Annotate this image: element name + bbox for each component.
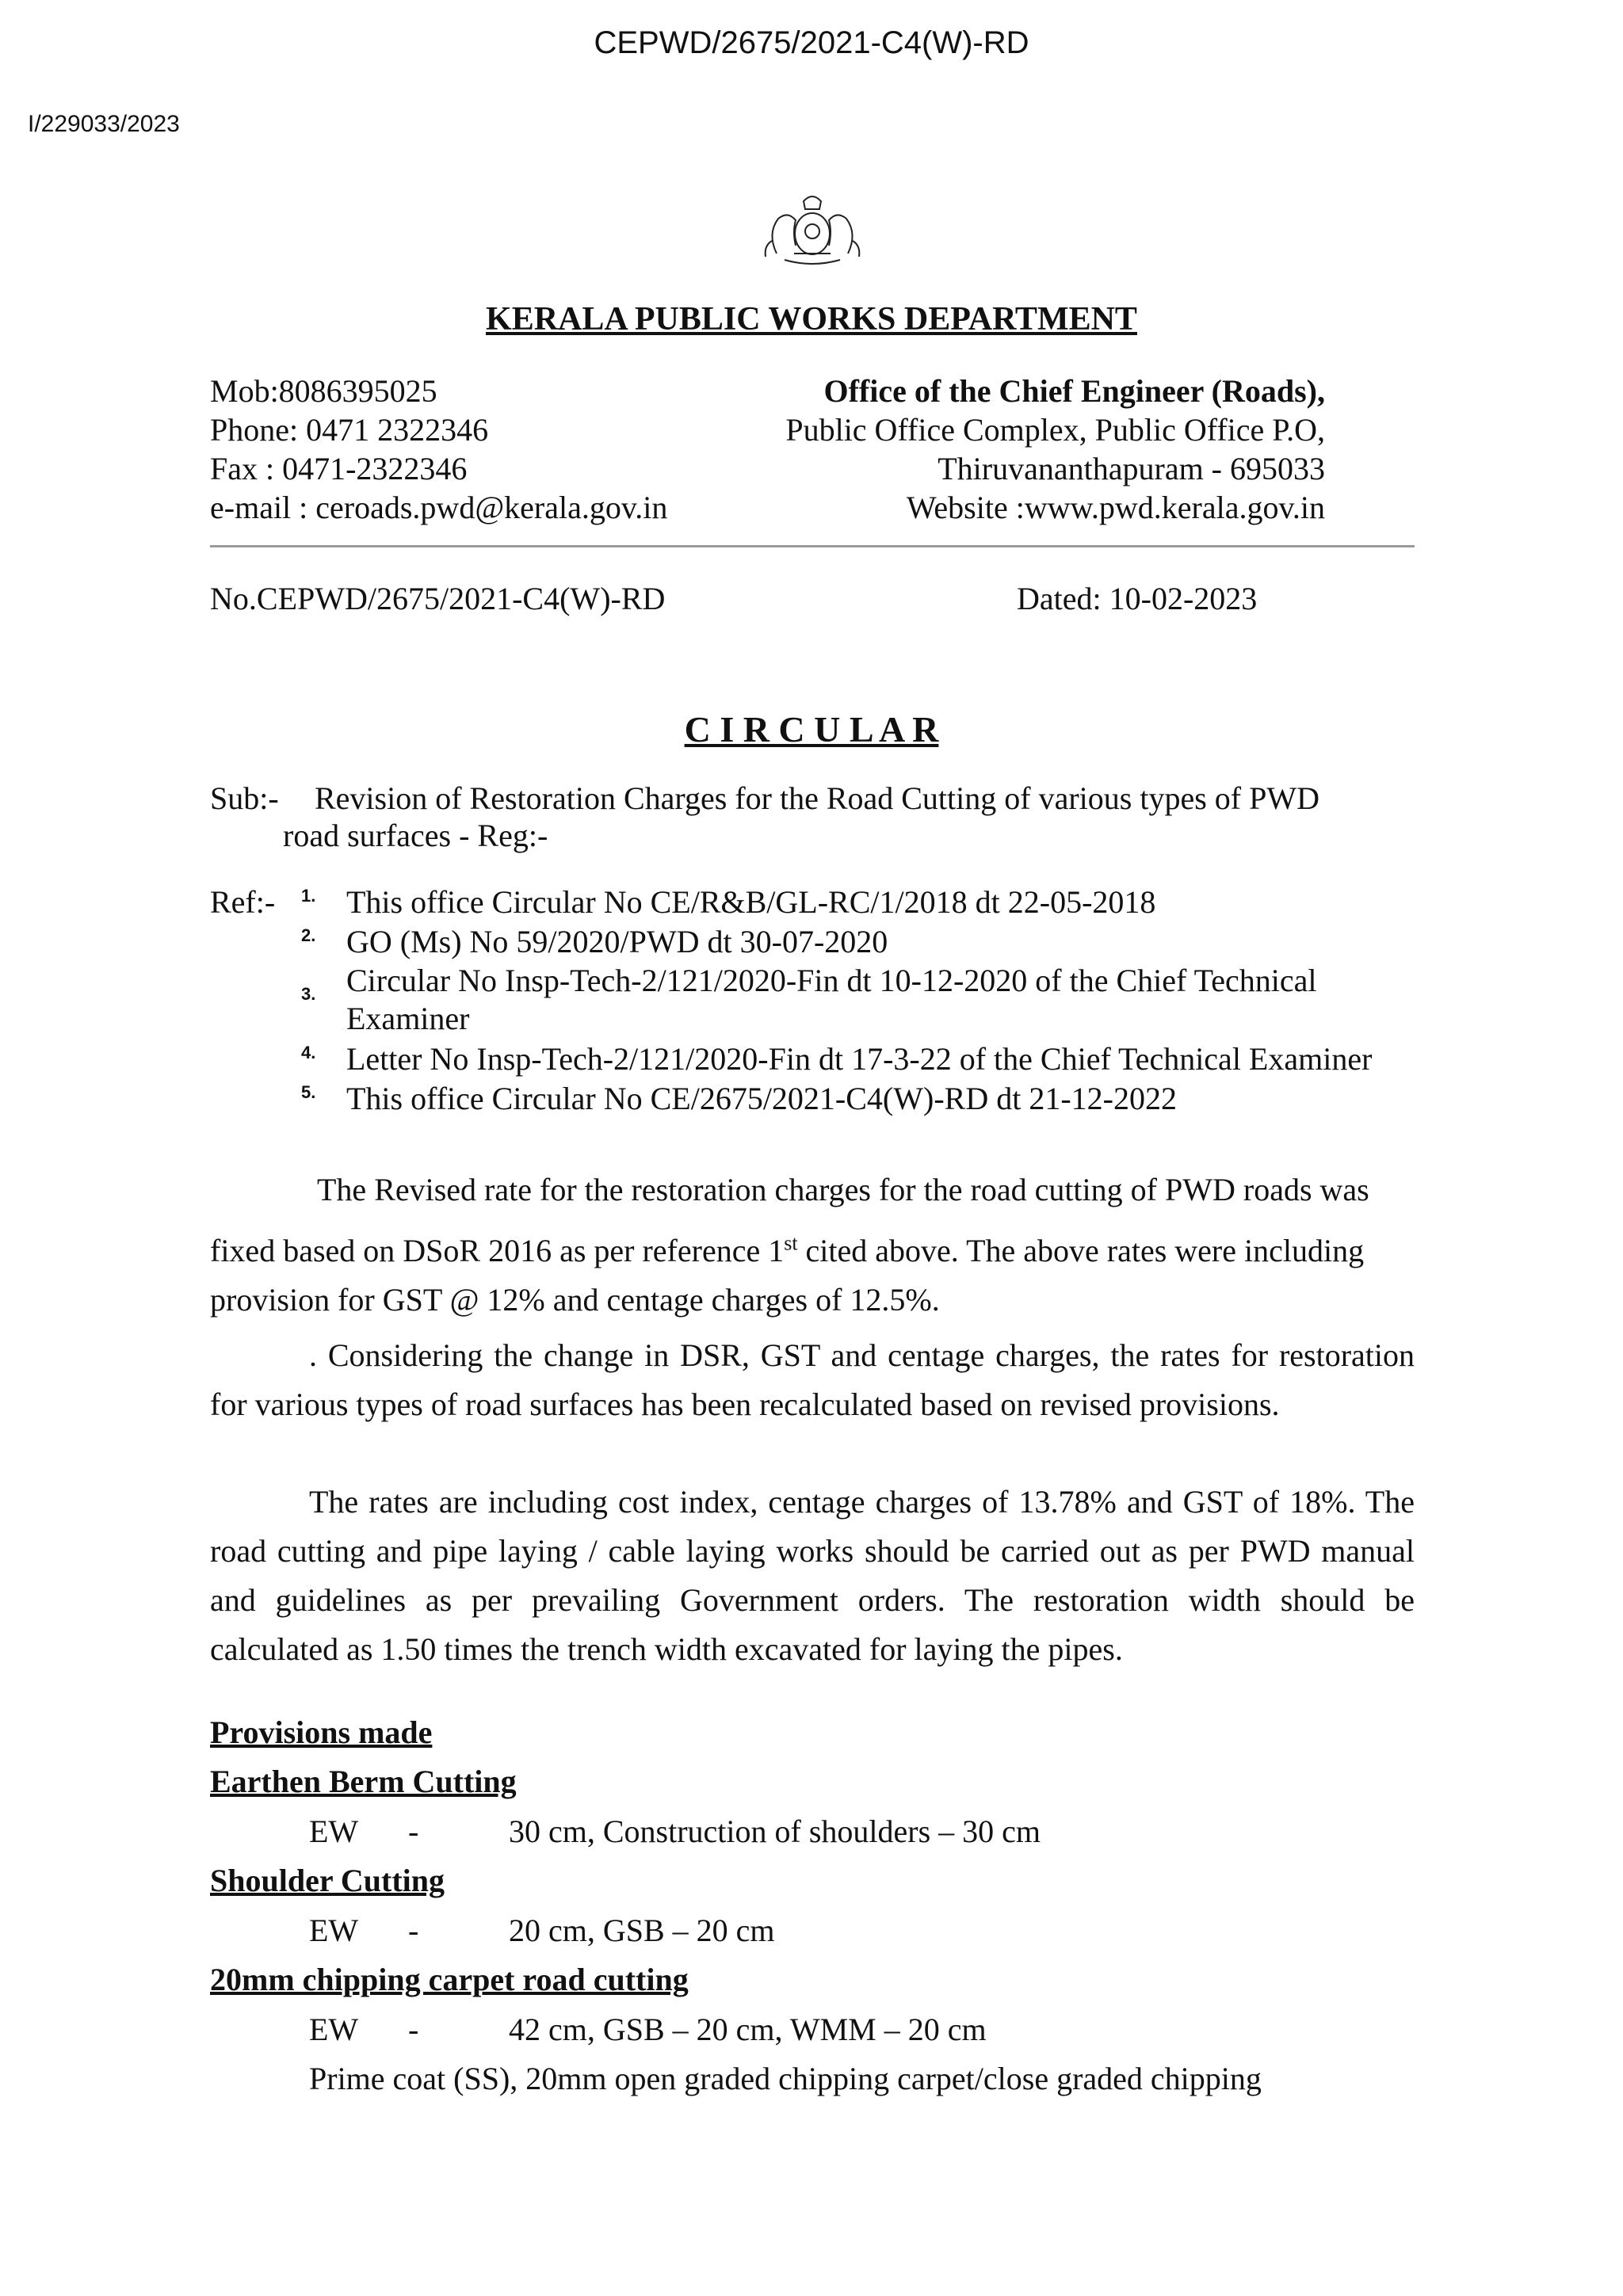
reference-item: Circular No Insp-Tech-2/121/2020-Fin dt 10-12-2020 of the Chief Technical: [346, 963, 1317, 998]
provision-dash: -: [408, 1913, 419, 1948]
body-paragraph-1-line1: The Revised rate for the restoration charges for the road cutting of PWD roads was: [317, 1172, 1369, 1207]
contact-fax: Fax : 0471-2322346: [210, 451, 468, 486]
provision-dash: -: [408, 2012, 419, 2047]
reference-item: This office Circular No CE/2675/2021-C4(W)-RD dt 21-12-2022: [346, 1081, 1177, 1116]
body-paragraph-3: The rates are including cost index, centage charges of 13.78% and GST of 18%. The road cutting and pipe laying / cable laying works should be carried out as per PWD manual and guidelines as per prevailing Government orders. The restoration width should be calculated as 1.50 times the trench width excavated for laying the pipes.: [210, 1484, 1415, 1667]
inward-number: I/229033/2023: [28, 111, 180, 137]
circular-date: Dated: 10-02-2023: [1017, 581, 1258, 616]
subject-line1: Revision of Restoration Charges for the Road Cutting of various types of PWD: [315, 780, 1319, 816]
circular-number: No.CEPWD/2675/2021-C4(W)-RD: [210, 581, 666, 616]
section-title-chipping-carpet: 20mm chipping carpet road cutting: [210, 1962, 689, 1997]
reference-number: 1.: [301, 886, 316, 906]
reference-item: GO (Ms) No 59/2020/PWD dt 30-07-2020: [346, 924, 888, 959]
office-address-line2: Thiruvananthapuram - 695033: [938, 451, 1325, 486]
reference-item: This office Circular No CE/R&B/GL-RC/1/2018 dt 22-05-2018: [346, 884, 1156, 920]
body-text: cited above. The above rates were including: [797, 1233, 1365, 1268]
reference-number: 3.: [301, 984, 316, 1004]
provision-extra-detail: Prime coat (SS), 20mm open graded chipping carpet/close graded chipping: [309, 2061, 1262, 2096]
body-paragraph-1-line3: provision for GST @ 12% and centage charges of 12.5%.: [210, 1282, 940, 1318]
reference-number: 2.: [301, 925, 316, 945]
reference-item-continuation: Examiner: [346, 1001, 470, 1036]
provisions-heading: Provisions made: [210, 1714, 433, 1750]
department-title: KERALA PUBLIC WORKS DEPARTMENT: [486, 301, 1137, 338]
superscript-st: st: [784, 1231, 798, 1255]
contact-mobile: Mob:8086395025: [210, 373, 437, 409]
document-title: C I R C U L A R: [684, 709, 939, 749]
office-website: Website :www.pwd.kerala.gov.in: [906, 490, 1325, 525]
contact-phone: Phone: 0471 2322346: [210, 412, 489, 448]
body-paragraph-1-line2: [210, 1232, 1364, 1270]
subject-label: Sub:-: [210, 780, 279, 816]
subject-line2: road surfaces - Reg:-: [283, 818, 548, 853]
provision-label: EW: [309, 1814, 359, 1849]
section-title-shoulder: Shoulder Cutting: [210, 1863, 445, 1898]
reference-number: 4.: [301, 1043, 316, 1062]
provision-label: EW: [309, 1913, 359, 1948]
kerala-state-emblem-icon: [753, 190, 872, 269]
provision-dash: -: [408, 1814, 419, 1849]
file-reference-header: CEPWD/2675/2021-C4(W)-RD: [594, 25, 1029, 60]
provision-detail: 42 cm, GSB – 20 cm, WMM – 20 cm: [509, 2012, 987, 2047]
office-name: Office of the Chief Engineer (Roads),: [823, 373, 1325, 409]
reference-item: Letter No Insp-Tech-2/121/2020-Fin dt 17-3-22 of the Chief Technical Examiner: [346, 1041, 1373, 1077]
contact-email: e-mail : ceroads.pwd@kerala.gov.in: [210, 490, 668, 525]
body-paragraph-2: . Considering the change in DSR, GST and centage charges, the rates for restoration for various types of road surfaces has been recalculated based on revised provisions.: [210, 1337, 1415, 1422]
section-title-earthen-berm: Earthen Berm Cutting: [210, 1764, 517, 1799]
header-divider: [210, 545, 1415, 547]
provision-label: EW: [309, 2012, 359, 2047]
reference-number: 5.: [301, 1082, 316, 1102]
provision-detail: 30 cm, Construction of shoulders – 30 cm: [509, 1814, 1041, 1849]
body-text: fixed based on DSoR 2016 as per reference 1: [210, 1233, 785, 1268]
references-label: Ref:-: [210, 884, 276, 920]
office-address-line1: Public Office Complex, Public Office P.O,: [785, 412, 1325, 448]
provision-detail: 20 cm, GSB – 20 cm: [509, 1913, 775, 1948]
